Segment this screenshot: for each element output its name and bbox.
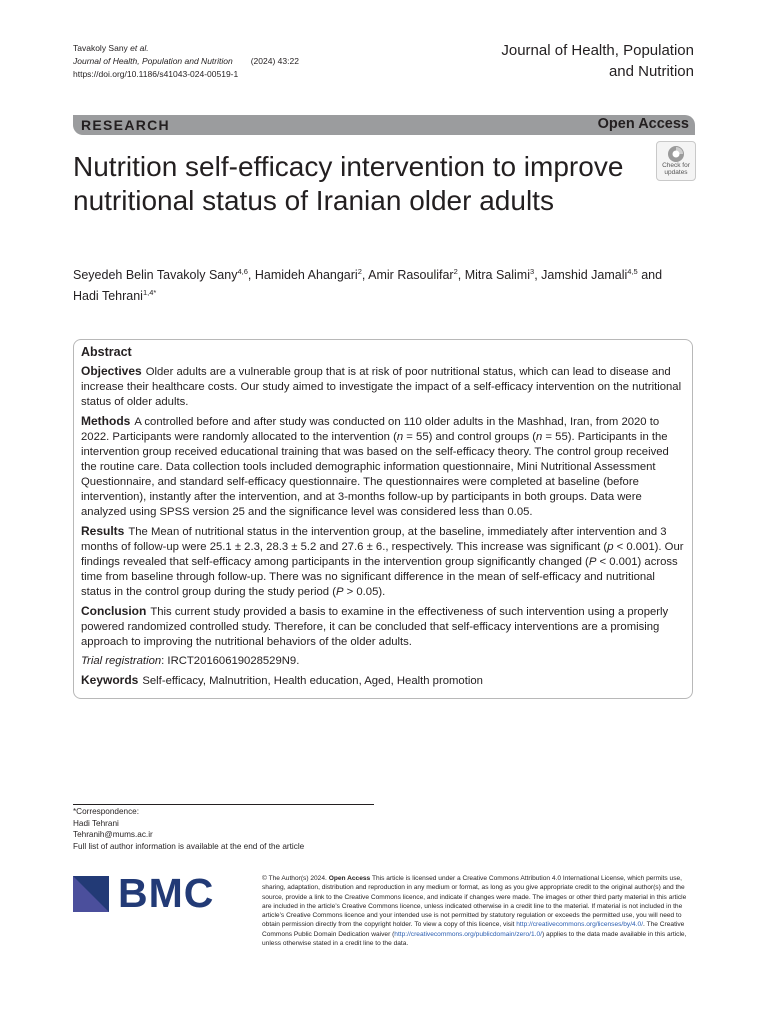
check-for-updates-button[interactable] xyxy=(656,141,696,181)
footnote-label: *Correspondence: xyxy=(73,807,139,816)
abstract-methods: Methods A controlled before and after study was conducted on 110 older adults in the Mashhad, Iran, from 2020 to 2022. Participants were randomly allocated to the intervention (n = 55) and control groups (n = 55). Participants in the intervention group received educational training that was based on the self-efficacy theory. The control group received the routine care. Data collection tools included demographic information questionnaire, Mini Nutritional Assessment Questionnaire, and standard self-efficacy questionnaire. The questionnaires were completed at baseline (before intervention), instantly after the intervention, and at 3-months follow-up by participants in both groups. Data were analyzed using SPSS version 25 and the significance level was considered less than 0.05. xyxy=(81,414,669,518)
author-name: Amir Rasoulifar xyxy=(368,268,454,283)
journal-name xyxy=(434,40,694,82)
header-journal: Journal of Health, Population and Nutrition xyxy=(73,56,233,66)
license-text: © The Author(s) 2024. Open Access This article is licensed under a Creative Commons Attribution 4.0 International License, which permits use, sharing, adaptation, distribution and reproduction in any medium or format, as long as you give appropriate credit to the original author(s) and the source, provide a link to the Creative Commons licence, and indicate if changes were made. The images or other third party material in this article are included in the article’s Creative Commons licence, unless indicated otherwise in a credit line to the material. If material is not included in the article’s Creative Commons licence and your intended use is not permitted by statutory regulation or exceeds the permitted use, you will need to obtain permission directly from the copyright holder. To view a copy of this licence, visit http://creativecommons.org/licenses/by/4.0/. The Creative Commons Public Domain Dedication waiver (http://creativecommons.org/publicdomain/zero/1.0/) applies to the data made available in this article, unless otherwise stated in a credit line to the data. xyxy=(262,875,687,948)
author-affiliation: 2 xyxy=(357,267,362,276)
correspondence-footnote xyxy=(73,806,304,852)
author-name: Jamshid Jamali xyxy=(541,268,628,283)
author-affiliation: 2 xyxy=(453,267,458,276)
author-affiliation: 1,4* xyxy=(142,288,157,298)
public-domain-link[interactable]: http://creativecommons.org/publicdomain/zero/1.0/ xyxy=(394,930,542,938)
author-name: Hamideh Ahangari xyxy=(254,268,358,283)
header-author: Tavakoly Sany xyxy=(73,43,131,53)
abstract-results: Results The Mean of nutritional status in the intervention group, at the baseline, immediately after intervention and 3 months of follow-up were 25.1 ± 2.3, 28.3 ± 5.2 and 27.6 ± 6., respectively. This increase was significant (p < 0.001). Our findings revealed that self-efficacy among participants in the intervention group significantly changed (P < 0.001) across time from baseline through follow-up. There was no significant difference in the mean of self-efficacy and nutritional status in the control group during the study period (P > 0.05). xyxy=(81,524,684,598)
footnote-name: Hadi Tehrani xyxy=(73,818,119,828)
abstract-heading: Abstract xyxy=(81,345,132,359)
abstract-content xyxy=(81,345,686,693)
author-name: Hadi Tehrani xyxy=(73,289,143,304)
article-type-label: RESEARCH xyxy=(81,117,170,133)
open-access-label: Open Access xyxy=(597,116,689,132)
bmc-logo-mark xyxy=(73,876,109,912)
bmc-logo-text: BMC xyxy=(118,870,215,916)
license-link[interactable]: http://creativecommons.org/licenses/by/4.0/ xyxy=(516,921,644,929)
check-updates-icon xyxy=(666,145,686,163)
running-header xyxy=(73,42,299,81)
footnote-divider xyxy=(73,804,374,805)
footnote-note: Full list of author information is available at the end of the article xyxy=(73,841,305,851)
abstract-conclusion: Conclusion This current study provided a basis to examine in the effectiveness of such intervention using a properly powered randomized controlled study. Therefore, it can be concluded that self-efficacy interventions are a promising approach to improving the nutritional behaviors of the older adults. xyxy=(81,604,669,648)
check-updates-text: Check for updates xyxy=(662,162,690,176)
author-list: Seyedeh Belin Tavakoly Sany$^{4,6}$, Hamideh Ahangari$^2$, Amir Rasoulifar$^2$, Mitra Salimi$^3$, Jamshid Jamali$^{4,5}$ and Hadi Tehrani$^{1,4*}$ xyxy=(73,267,663,304)
author-name: Mitra Salimi xyxy=(464,268,531,283)
journal-name-line2: and Nutrition xyxy=(608,63,694,80)
author-affiliation: 4,5 xyxy=(627,267,638,276)
journal-name-line1: Journal of Health, Population xyxy=(501,42,694,59)
author-affiliation: 4,6 xyxy=(237,267,248,276)
abstract-objectives: Objectives Older adults are a vulnerable group that is at risk of poor nutritional status, which can lead to disease and increase their healthcare costs. Our study aimed to investigate the impact of a self-efficacy intervention on the nutritional status of older adults. xyxy=(81,364,682,408)
trial-registration: Trial registration: IRCT20160619028529N9. xyxy=(81,655,300,667)
abstract-keywords: Keywords Self-efficacy, Malnutrition, Health education, Aged, Health promotion xyxy=(81,673,483,687)
author-name: Seyedeh Belin Tavakoly Sany xyxy=(73,268,238,283)
footnote-email-link[interactable]: Tehranih@mums.ac.ir xyxy=(73,830,153,839)
author-affiliation: 3 xyxy=(530,267,535,276)
section-bar xyxy=(73,115,695,135)
header-doi-link[interactable]: https://doi.org/10.1186/s41043-024-00519-1 xyxy=(73,69,239,79)
article-title: Nutrition self-efficacy intervention to improve nutritional status of Iranian older adults xyxy=(73,151,624,216)
header-et-al: et al. xyxy=(130,43,149,53)
header-year-volume: (2024) 43:22 xyxy=(250,56,299,66)
